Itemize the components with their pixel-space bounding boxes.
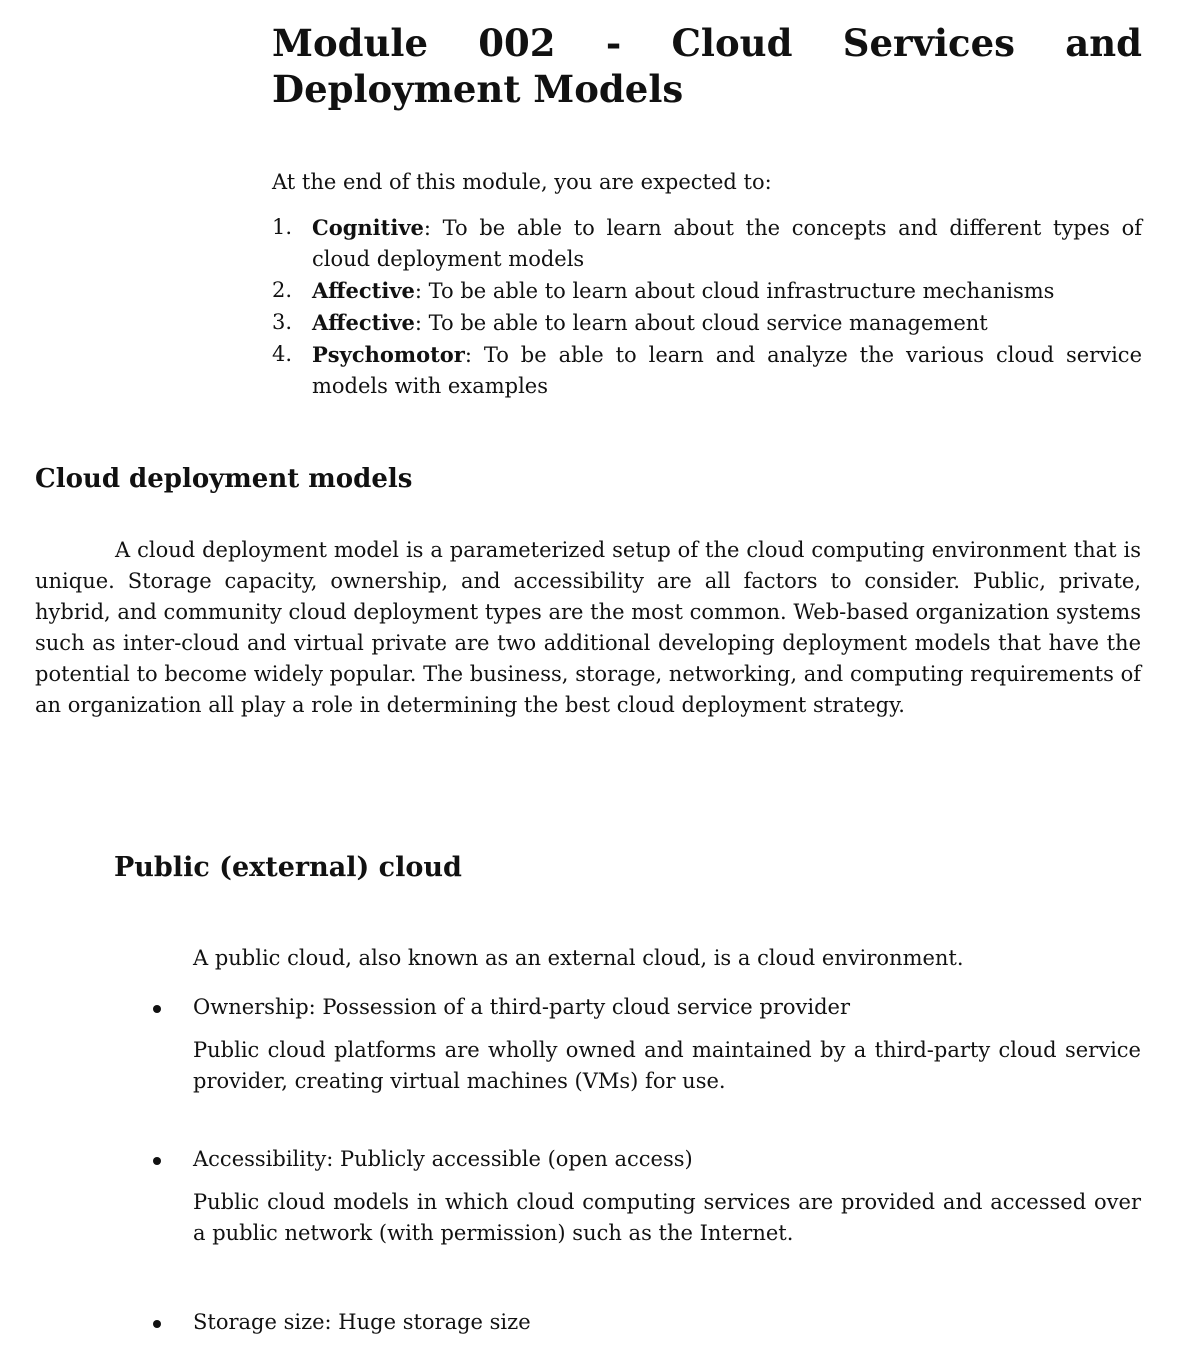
objective-number: 1. [272, 215, 293, 239]
bullet-item-accessibility [193, 1144, 1141, 1249]
objective-item [272, 212, 1142, 275]
bullet-title [193, 992, 1141, 1023]
module-title: Module 002 - Cloud Services and Deployment Models [272, 21, 1142, 111]
bullet-dot-icon [153, 1005, 161, 1013]
objective-keyword: Affective [312, 278, 415, 303]
public-cloud-heading: Public (external) cloud [114, 852, 462, 883]
public-cloud-intro: A public cloud, also known as an external cloud, is a cloud environment. [193, 946, 964, 970]
objectives-intro: At the end of this module, you are expected to: [272, 170, 772, 194]
objective-keyword: Affective [312, 310, 415, 335]
objective-keyword: Cognitive [312, 215, 424, 240]
objectives-list [272, 212, 1142, 402]
objective-keyword: Psychomotor [312, 342, 465, 367]
bullet-dot-icon [153, 1157, 161, 1165]
bullet-title-text: Accessibility: Publicly accessible (open access) [193, 1147, 693, 1171]
deployment-heading: Cloud deployment models [35, 464, 413, 494]
bullet-description: Public cloud platforms are wholly owned and maintained by a third-party cloud service provider, creating virtual machines (VMs) for use. [193, 1038, 1141, 1093]
bullet-title [193, 1144, 1141, 1175]
bullet-item-storage [193, 1307, 1141, 1338]
bullet-dot-icon [153, 1320, 161, 1328]
objective-item [272, 307, 1142, 339]
bullet-description: Public cloud models in which cloud computing services are provided and accessed over a public network (with permission) such as the Internet. [193, 1190, 1141, 1245]
objective-number: 3. [272, 310, 293, 334]
bullet-title [193, 1307, 1141, 1338]
objective-text: : To be able to learn about cloud infrastructure mechanisms [414, 279, 1055, 303]
objective-text: : To be able to learn about the concepts and different types of cloud deployment models [312, 216, 1142, 271]
bullet-title-text: Ownership: Possession of a third-party cloud service provider [193, 995, 850, 1019]
deployment-paragraph: A cloud deployment model is a parameterized setup of the cloud computing environment that is unique. Storage capacity, ownership, and accessibility are all factors to consider. Public, private, hybrid, and community cloud deployment types are the most common. Web-based organization systems such as inter-cloud and virtual private are two additional developing deployment models that have the potential to become widely popular. The business, storage, networking, and computing requirements of an organization all play a role in determining the best cloud deployment strategy. [35, 538, 1141, 717]
objective-number: 4. [272, 342, 293, 366]
objective-text: : To be able to learn about cloud service management [414, 311, 988, 335]
bullet-item-ownership [193, 992, 1141, 1097]
objective-item [272, 339, 1142, 402]
bullet-title-text: Storage size: Huge storage size [193, 1310, 531, 1334]
objective-item [272, 275, 1142, 307]
objective-number: 2. [272, 278, 293, 302]
objective-text: : To be able to learn and analyze the various cloud service models with examples [312, 343, 1142, 398]
